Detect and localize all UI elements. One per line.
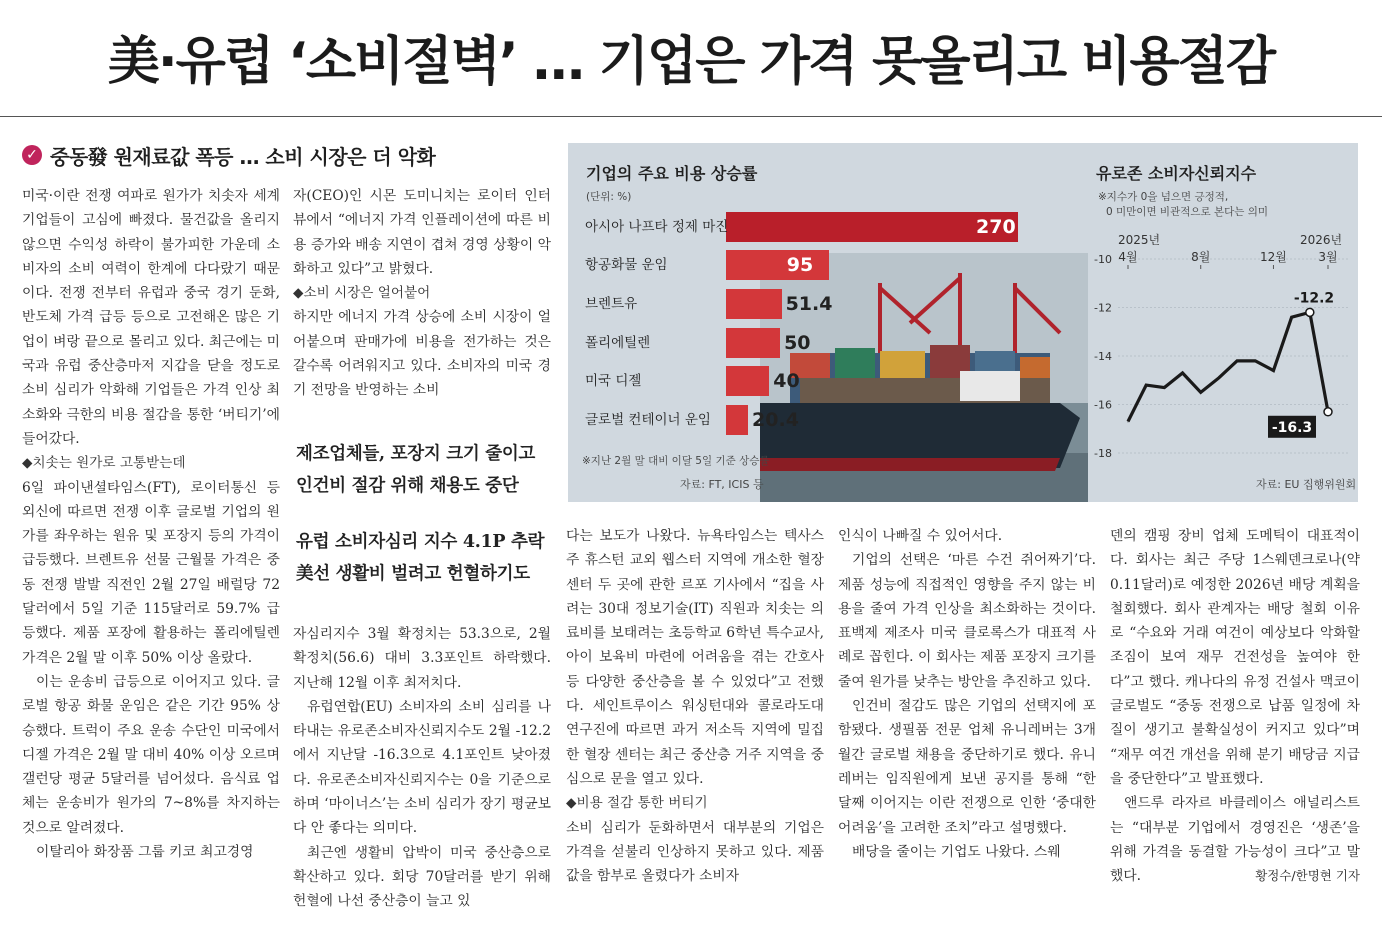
bar-chart-footnote: ※지난 2월 말 대비 이달 5일 기준 상승률 bbox=[582, 455, 770, 467]
bar-row bbox=[582, 365, 1022, 397]
bar bbox=[726, 250, 829, 280]
bar bbox=[726, 212, 1018, 242]
byline: 황정수/한명현 기자 bbox=[1255, 868, 1360, 884]
paragraph: 유럽연합(EU) 소비자의 소비 심리를 나타내는 유로존소비자신뢰지수도 2월 -12.2에서 지난달 -16.3으로 4.1포인트 낮아졌다. 유로존소비자신뢰지수는 0을 기준으로 하며 ‘마이너스’는 소비 심리가 장기 평균보다 안 좋다는 의미다. bbox=[293, 698, 551, 837]
section-heading: ◆치솟는 원가로 고통받는데 bbox=[22, 455, 186, 472]
paragraph: 이탈리아 화장품 그룹 키코 최고경영 bbox=[36, 844, 254, 861]
bar-category-label: 항공화물 운임 bbox=[585, 257, 668, 273]
paragraph: 하지만 에너지 가격 상승에 소비 시장이 얼어붙으며 판매가에 비용을 전가하는 것은 갈수록 어려워지고 있다. 소비자의 미국 경기 전망을 반영하는 소비 bbox=[293, 309, 551, 399]
paragraph: 6일 파이낸셜타임스(FT), 로이터통신 등 외신에 따르면 전쟁 이후 글로벌 기업의 원가를 좌우하는 원유 및 포장지 등의 가격이 급등했다. 브렌트유 선물 근월물 가격은 중동 전쟁 발발 직전인 2월 27일 배럴당 72달러에서 5일 기준 115달러로 59.7% 급등했다. 제품 포장에 활용하는 폴리에틸렌 가격은 2월 말 이후 50% 이상 올랐다. bbox=[22, 479, 280, 666]
bar-value-label: 95 bbox=[786, 254, 814, 276]
bar-row bbox=[582, 288, 1022, 320]
subhead-text: 중동發 원재료값 폭등 … 소비 시장은 더 악화 bbox=[50, 144, 436, 169]
pull-quote-1-line-2: 인건비 절감 위해 채용도 중단 bbox=[296, 476, 519, 496]
line-chart-svg bbox=[1088, 143, 1358, 502]
bar-row bbox=[582, 327, 1022, 359]
bar-category-label: 아시아 나프타 정제 마진 bbox=[585, 219, 729, 235]
x-tick-label: 8월 bbox=[1191, 250, 1211, 264]
pull-quote-2-line-1: 유럽 소비자심리 지수 4.1P 추락 bbox=[296, 532, 545, 552]
article-column-4 bbox=[838, 524, 1096, 864]
bar bbox=[726, 289, 782, 319]
bar-category-label: 미국 디젤 bbox=[585, 373, 642, 389]
paragraph: 배당을 줄이는 기업도 나왔다. 스웨 bbox=[852, 843, 1061, 860]
bar-value-label: 51.4 bbox=[785, 293, 833, 315]
paragraph: 미국·이란 전쟁 여파로 원가가 치솟자 세계 기업들이 고심에 빠졌다. 물건값을 올리지 않으면 수익성 하락이 불가피한 가운데 소비자의 소비 여력이 한계에 다다랐기 때문이다. 전쟁 전부터 유럽과 중국 경기 둔화, 반도체 가격 급등 등으로 고전해온 많은 기업이 벼랑 끝으로 몰리고 있다. 최근에는 미국과 유럽 중산층마저 지갑을 닫을 정도로 소비 심리가 악화해 기업들은 가격 인상 최소화와 극한의 비용 절감을 통한 ‘버티기’에 들어갔다. bbox=[22, 188, 280, 447]
paragraph: 인건비 절감도 많은 기업의 선택지에 포함됐다. 생필품 전문 업체 유니레버는 3개월간 글로벌 채용을 중단하기로 했다. 유니레버는 임직원에게 보낸 공지를 통해 “한 달째 이어지는 이란 전쟁으로 인한 ‘중대한 어려움’을 고려한 조치”라고 설명했다. bbox=[838, 698, 1096, 836]
x-tick-label: 12월 bbox=[1260, 250, 1287, 264]
bar-value-label: 40 bbox=[773, 370, 800, 392]
bar-category-label: 글로벌 컨테이너 운임 bbox=[585, 412, 711, 428]
line-chart-note-1: ※지수가 0을 넘으면 긍정적, bbox=[1098, 191, 1229, 203]
bar-row bbox=[582, 211, 1022, 243]
bar bbox=[726, 328, 780, 358]
article-column-2-bottom bbox=[293, 622, 551, 914]
pull-quote-2 bbox=[296, 526, 544, 590]
bar-chart-source: 자료: FT, ICIS 등 bbox=[680, 478, 764, 491]
y-tick-label: -12 bbox=[1094, 301, 1112, 315]
consumer-confidence-line-chart bbox=[1088, 143, 1358, 502]
pull-quote-1-line-1: 제조업체들, 포장지 크기 줄이고 bbox=[296, 444, 536, 464]
bar bbox=[726, 366, 769, 396]
subhead bbox=[22, 138, 435, 172]
bar-chart-title: 기업의 주요 비용 상승률 bbox=[586, 164, 758, 183]
paragraph: 소비 심리가 둔화하면서 대부분의 기업은 가격을 섣불리 인상하지 못하고 있다. 제품값을 함부로 올렸다가 소비자 bbox=[566, 819, 824, 885]
y-tick-label: -18 bbox=[1094, 447, 1112, 460]
bar-rows bbox=[568, 143, 1088, 502]
paragraph: 덴의 캠핑 장비 업체 도메틱이 대표적이다. 회사는 최근 주당 1스웨덴크로나(약 0.11달러)로 예정한 2026년 배당 계획을 철회했다. 회사 관계자는 배당 철회 이유로 “수요와 거래 여건이 예상보다 악화할 조짐이 보여 재무 건전성을 높여야 한다”고 했다. 캐나다의 유정 건설사 맥코이글로벌도 “중동 전쟁으로 납품 일정에 차질이 생기고 불확실성이 커지고 있다”며 “재무 여건 개선을 위해 분기 배당금 지급을 중단한다”고 발표했다. bbox=[1110, 528, 1360, 787]
paragraph: 이는 운송비 급등으로 이어지고 있다. 글로벌 항공 화물 운임은 같은 기간 95% 상승했다. 트럭이 주요 운송 수단인 미국에서 디젤 가격은 2월 말 대비 40% 이상 오르며 갤런당 평균 5달러를 넘어섰다. 음식료 업체는 운송비가 원가의 7~8%를 차지하는 것으로 알려졌다. bbox=[22, 673, 280, 836]
point-label-feb: -12.2 bbox=[1293, 290, 1335, 307]
paragraph: 다는 보도가 나왔다. 뉴욕타임스는 텍사스주 휴스턴 교외 웹스터 지역에 개소한 혈장센터 두 곳에 관한 르포 기사에서 “집을 사려는 30대 정보기술(IT) 직원과 치솟는 의료비를 보태려는 초등학교 6학년 특수교사, 아이 보육비 마련에 어려움을 겪는 간호사 등 다양한 중산층을 볼 수 있었다”고 전했다. 세인트루이스 워싱턴대와 콜로라도대 연구진에 따르면 과거 저소득 지역에 밀집한 혈장 센터는 최근 중산층 거주 지역을 중심으로 문을 열고 있다. bbox=[566, 528, 824, 787]
paragraph: 기업의 선택은 ‘마른 수건 쥐어짜기’다. 제품 성능에 직접적인 영향을 주지 않는 비용을 줄여 가격 인상을 최소화하는 것이다. 표백제 제조사 미국 클로록스가 대표적 사례로 꼽힌다. 이 회사는 제품 포장지 크기를 줄여 원가를 낮추는 방안을 추진하고 있다. bbox=[838, 552, 1096, 690]
bar-value-label: 270 bbox=[976, 216, 1016, 238]
x-tick-label: 4월 bbox=[1118, 250, 1138, 264]
pull-quote-1 bbox=[296, 438, 535, 502]
article-column-2-top bbox=[293, 184, 551, 403]
paragraph: 앤드루 라자르 바클레이스 애널리스트는 “대부분 기업에서 경영진은 ‘생존’을 위해 가격을 동결할 가능성이 크다”고 말했다. bbox=[1110, 795, 1360, 885]
line-chart-source: 자료: EU 집행위원회 bbox=[1256, 478, 1357, 491]
point-label-mar: -16.3 bbox=[1271, 419, 1313, 436]
x-tick-label: 3월 bbox=[1318, 250, 1338, 264]
article-column-5 bbox=[1110, 524, 1360, 889]
bar-value-label: 50 bbox=[784, 332, 811, 354]
data-point bbox=[1324, 408, 1332, 416]
bar-row bbox=[582, 404, 1022, 436]
paragraph: 자심리지수 3월 확정치는 53.3으로, 2월 확정치(56.6) 대비 3.3포인트 하락했다. 지난해 12월 이후 최저치다. bbox=[293, 626, 551, 691]
paragraph: 자(CEO)인 시몬 도미니치는 로이터 인터뷰에서 “에너지 가격 인플레이션에 따른 비용 증가와 배송 지연이 겹쳐 경영 상황이 악화하고 있다”고 밝혔다. bbox=[293, 188, 551, 277]
paragraph: 인식이 나빠질 수 있어서다. bbox=[838, 528, 1003, 544]
y-tick-label: -14 bbox=[1094, 350, 1112, 363]
section-heading: ◆비용 절감 통한 버티기 bbox=[566, 795, 708, 812]
article-column-3 bbox=[566, 524, 824, 888]
line-chart-title: 유로존 소비자신뢰지수 bbox=[1096, 164, 1257, 183]
series-line bbox=[1128, 312, 1328, 421]
bar-chart-unit: (단위: %) bbox=[586, 191, 632, 203]
year-label-2026: 2026년 bbox=[1300, 233, 1343, 247]
section-heading: ◆소비 시장은 얼어붙어 bbox=[293, 285, 431, 302]
bar-category-label: 브렌트유 bbox=[585, 296, 638, 312]
year-label-2025: 2025년 bbox=[1118, 233, 1161, 247]
infographic bbox=[568, 143, 1358, 502]
y-tick-label: -10 bbox=[1094, 253, 1112, 266]
headline: 美·유럽 ‘소비절벽’ … 기업은 가격 못올리고 비용절감 bbox=[107, 32, 1275, 92]
bar-value-label: 20.4 bbox=[752, 409, 799, 431]
bar-category-label: 폴리에틸렌 bbox=[585, 335, 651, 351]
line-chart-note-2: 0 미만이면 비관적으로 본다는 의미 bbox=[1106, 206, 1269, 218]
article-column-1 bbox=[22, 184, 280, 864]
y-tick-label: -16 bbox=[1094, 398, 1112, 412]
cost-increase-bar-chart bbox=[568, 143, 1088, 502]
paragraph: 최근엔 생활비 압박이 미국 중산층으로 확산하고 있다. 회당 70달러를 받기 위해 헌혈에 나선 중산층이 늘고 있 bbox=[293, 844, 551, 910]
headline-rule bbox=[0, 116, 1382, 117]
bar bbox=[726, 405, 748, 435]
bar-row bbox=[582, 249, 1022, 281]
check-icon: ✓ bbox=[22, 145, 42, 165]
data-point bbox=[1306, 308, 1314, 316]
pull-quote-2-line-2: 美선 생활비 벌려고 헌혈하기도 bbox=[296, 564, 530, 584]
